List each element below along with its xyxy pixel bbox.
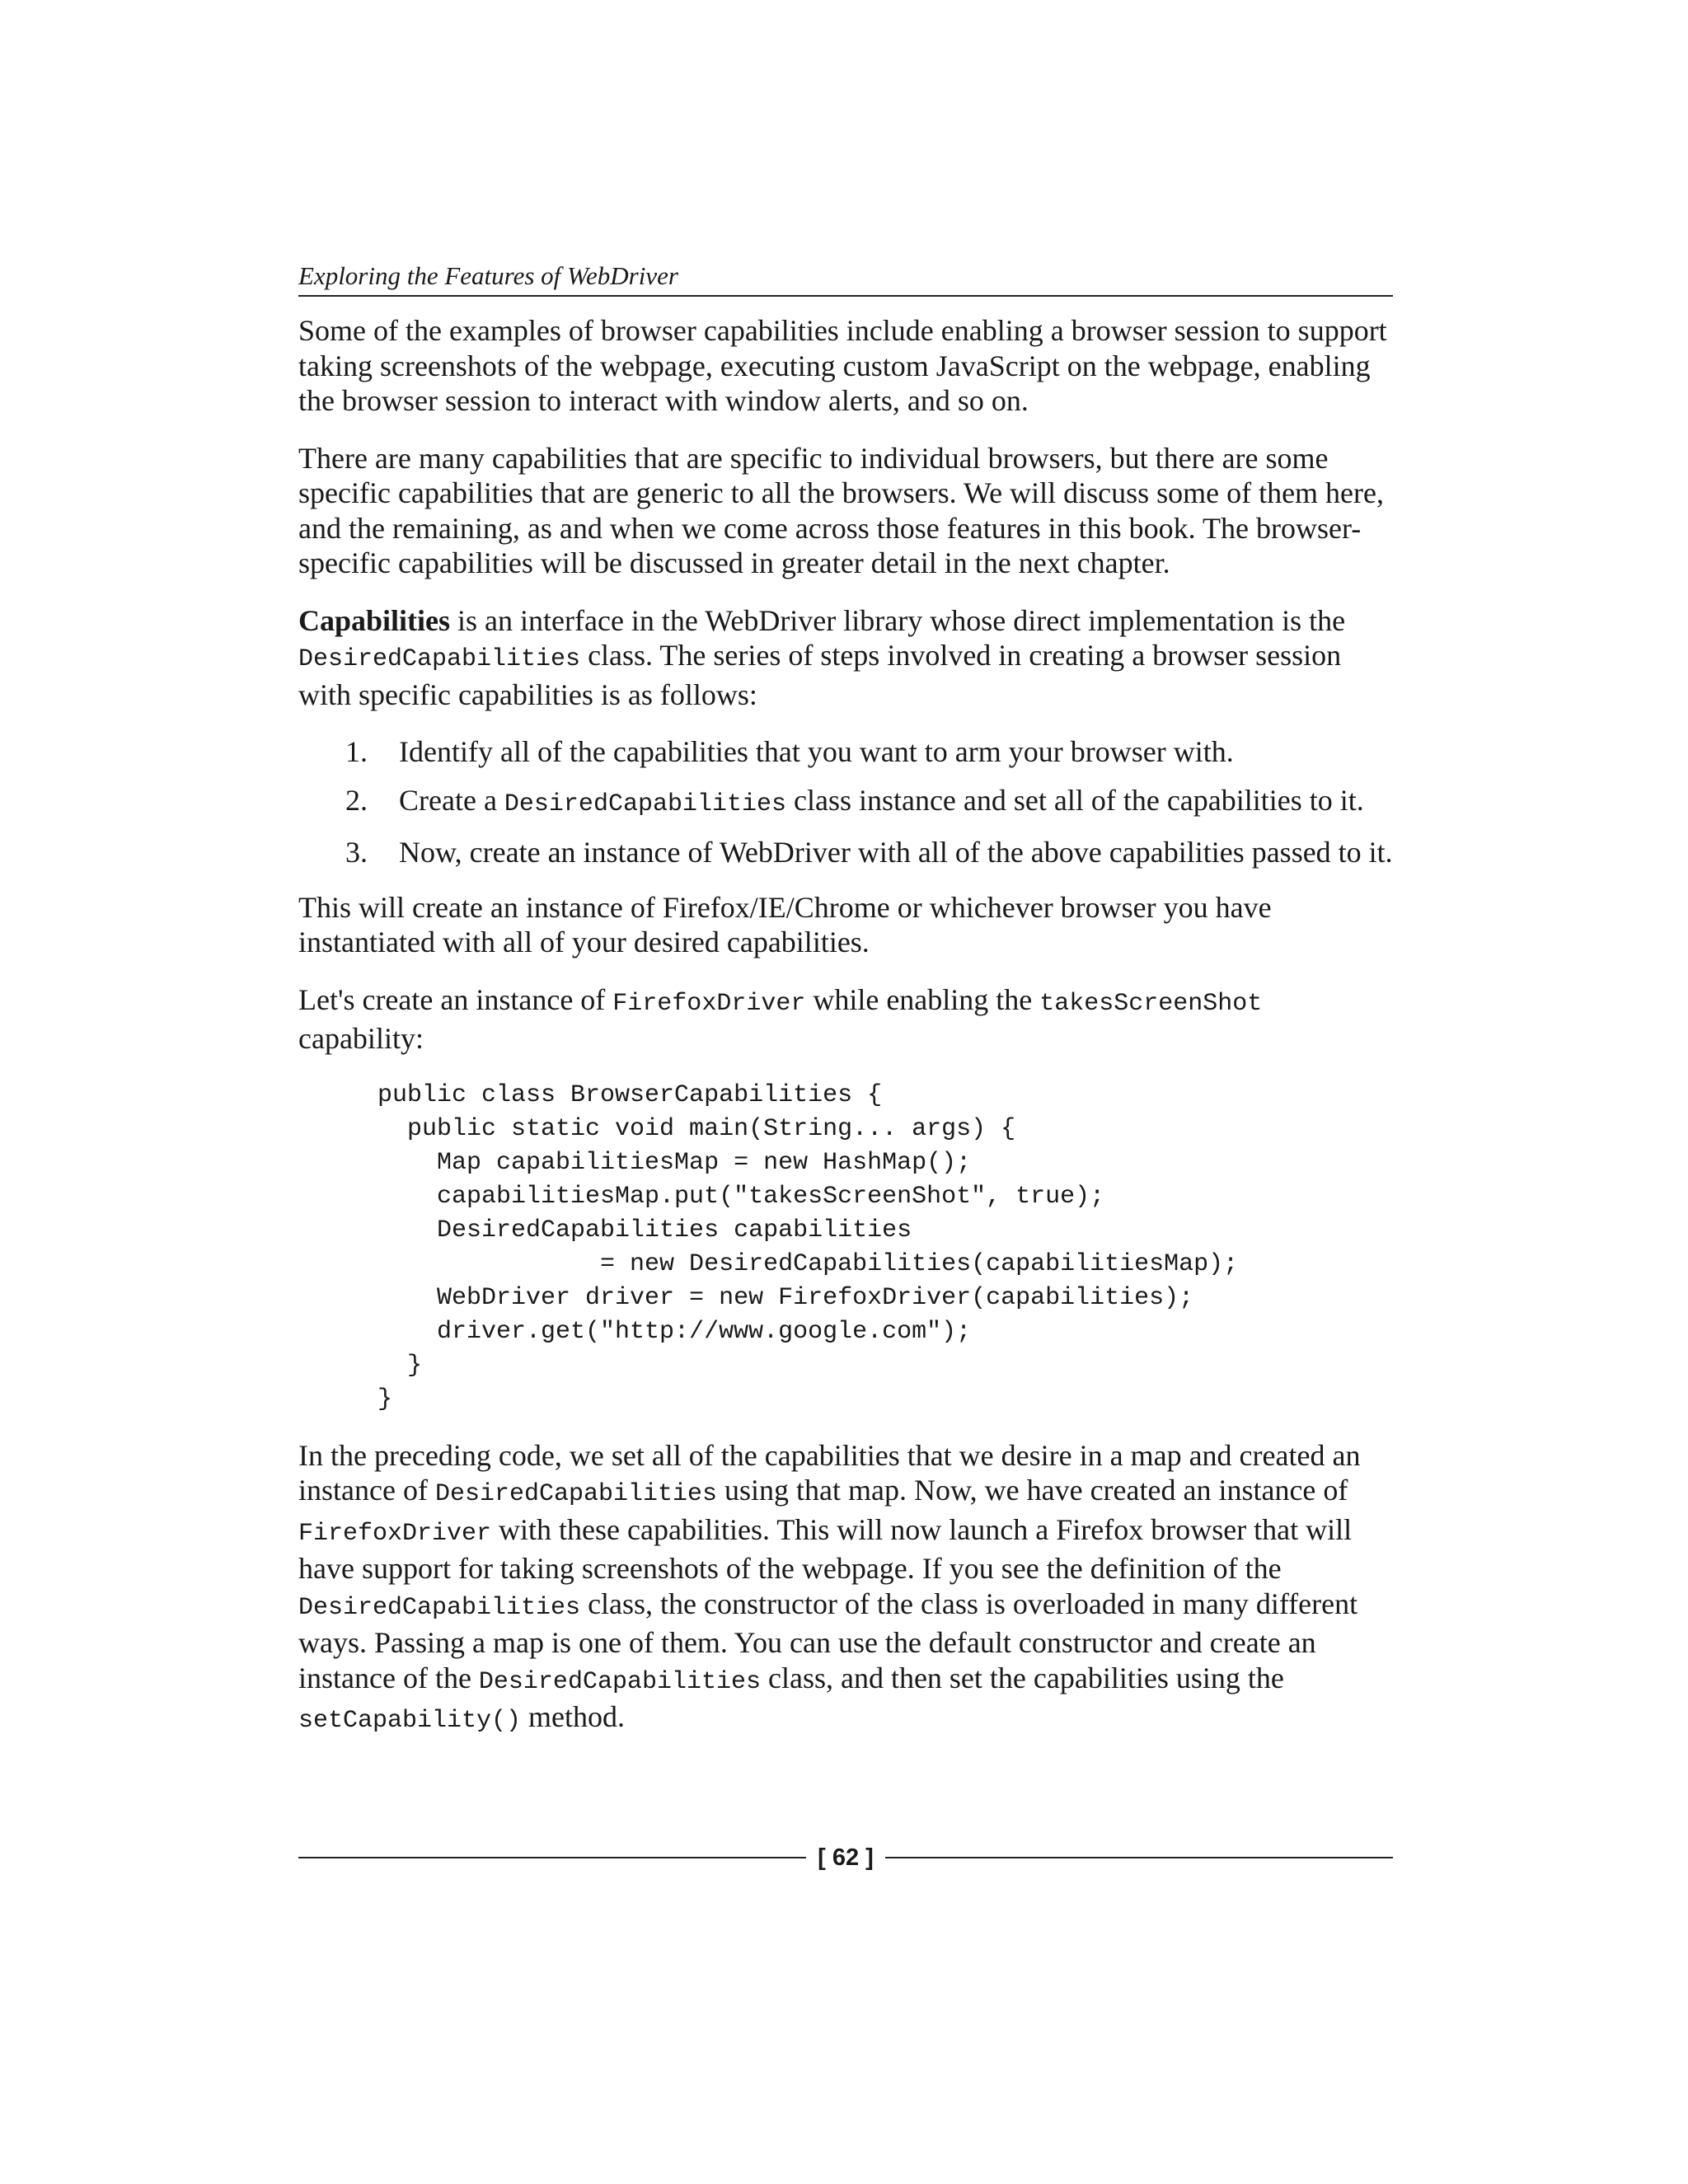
- list-item: [298, 835, 1393, 870]
- running-header: [298, 260, 1393, 297]
- inline-code: DesiredCapabilities: [434, 1480, 717, 1508]
- term-capabilities: Capabilities: [298, 603, 451, 637]
- code-line: public static void main(String... args) {: [377, 1114, 1016, 1143]
- list-item-text: Create a: [399, 783, 504, 817]
- page-body: [298, 313, 1393, 1761]
- code-line: }: [377, 1351, 423, 1380]
- paragraph-capabilities-interface: [298, 603, 1393, 713]
- inline-code: DesiredCapabilities: [298, 645, 581, 673]
- inline-code: DesiredCapabilities: [478, 1667, 761, 1696]
- list-item-text: class instance and set all of the capabilities to it.: [785, 783, 1364, 817]
- text-segment: Let's create an instance of: [298, 982, 613, 1016]
- text-segment: In the preceding code, we set all of the capabilities that we desire in a map and created an instance of: [298, 1438, 1361, 1507]
- code-line: driver.get("http://www.google.com");: [377, 1317, 972, 1346]
- page-footer: [298, 1841, 1393, 1874]
- list-item-number: 3.: [345, 836, 368, 869]
- list-item: [298, 734, 1393, 770]
- text-segment: class, and then set the capabilities using the: [760, 1661, 1284, 1694]
- text-segment: capability:: [298, 1022, 424, 1055]
- code-line: DesiredCapabilities capabilities: [377, 1216, 912, 1244]
- list-item-text: Identify all of the capabilities that you want to arm your browser with.: [399, 735, 1234, 768]
- paragraph-firefoxdriver-intro: [298, 982, 1393, 1057]
- paragraph-specific-capabilities: There are many capabilities that are specific to individual browsers, but there are some specific capabilities that are generic to all the browsers. We will discuss some of them here, and the remaining, as and when we come across those features in this book. The browser-specific capabilities will be discussed in greater detail in the next chapter.: [298, 441, 1385, 579]
- list-item-text: Now, create an instance of WebDriver with all of the above capabilities passed to it.: [399, 836, 1393, 869]
- inline-code: DesiredCapabilities: [504, 790, 786, 818]
- text-segment: using that map. Now, we have created an instance of: [717, 1474, 1348, 1507]
- running-header-title: Exploring the Features of WebDriver: [298, 261, 678, 290]
- inline-code: FirefoxDriver: [298, 1519, 492, 1548]
- list-item-number: 2.: [345, 783, 368, 817]
- text-segment: while enabling the: [805, 982, 1040, 1016]
- paragraph-code-explanation: [298, 1438, 1393, 1739]
- paragraph-instance-created: This will create an instance of Firefox/IE/Chrome or whichever browser you have instantiated with all of your desired capabilities.: [298, 890, 1272, 958]
- list-item: [298, 783, 1393, 823]
- inline-code: takesScreenShot: [1039, 989, 1263, 1018]
- paragraph-browser-capabilities-examples: Some of the examples of browser capabilities include enabling a browser session to support taking screenshots of the webpage, executing custom JavaScript on the webpage, enabling the browser session to interact with window alerts, and so on.: [298, 314, 1387, 417]
- steps-list: [298, 734, 1393, 870]
- code-line: capabilitiesMap.put("takesScreenShot", true);: [377, 1182, 1105, 1211]
- code-line: WebDriver driver = new FirefoxDriver(capabilities);: [377, 1283, 1194, 1312]
- text-segment: class. The series of steps involved in creating a browser session with specific capabilities is as follows:: [298, 639, 1342, 711]
- code-line: = new DesiredCapabilities(capabilitiesMap);: [377, 1249, 1239, 1278]
- text-segment: with these capabilities. This will now launch a Firefox browser that will have support for taking screenshots of the webpage. If you see the definition of the: [298, 1512, 1353, 1585]
- code-line: Map capabilitiesMap = new HashMap();: [377, 1148, 972, 1177]
- code-line: public class BrowserCapabilities {: [377, 1080, 883, 1109]
- inline-code: setCapability(): [298, 1707, 522, 1735]
- inline-code: DesiredCapabilities: [298, 1593, 581, 1622]
- footer-rule-left: [298, 1857, 806, 1858]
- list-item-number: 1.: [345, 735, 368, 768]
- page-number: [ 62 ]: [818, 1844, 874, 1871]
- text-segment: class, the constructor of the class is overloaded in many different ways. Passing a map is one of them. You can use the default constructor and create an instance of the: [298, 1586, 1358, 1694]
- code-block: [377, 1079, 1393, 1417]
- footer-rule-right: [885, 1857, 1393, 1858]
- text-segment: is an interface in the WebDriver library whose direct implementation is the: [450, 603, 1346, 637]
- code-line: }: [377, 1385, 393, 1413]
- inline-code: FirefoxDriver: [612, 989, 806, 1018]
- text-segment: method.: [521, 1700, 626, 1733]
